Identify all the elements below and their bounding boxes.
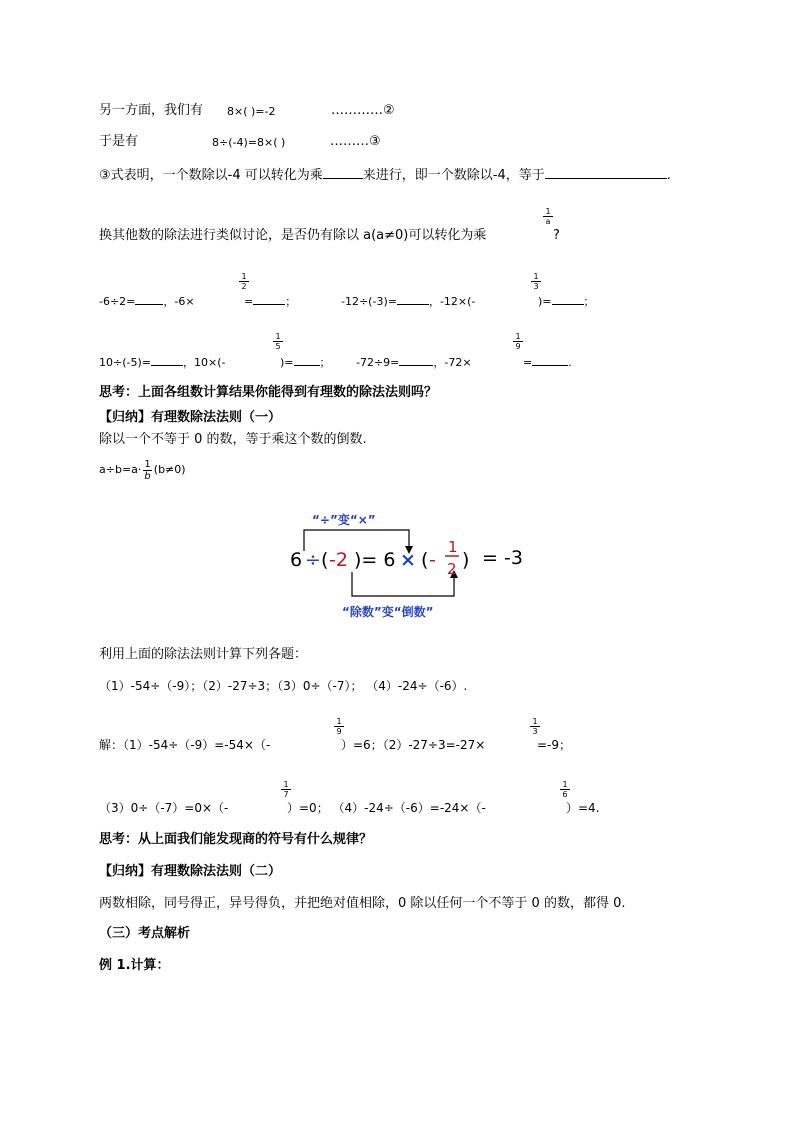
fraction-denominator: a xyxy=(545,217,551,226)
expr: = xyxy=(244,295,254,308)
bottom-bracket xyxy=(352,572,454,596)
fraction-numerator: 1 xyxy=(560,780,570,790)
fraction xyxy=(239,272,249,291)
expr: ，-6× xyxy=(163,295,195,308)
fraction-numerator: 1 xyxy=(448,538,458,556)
fraction-numerator: 1 xyxy=(144,458,151,470)
fraction xyxy=(281,780,291,799)
solution-1-c: =-9； xyxy=(537,738,572,752)
rule-2-text: 两数相除，同号得正，异号得负，并把绝对值相除，0 除以任何一个不等于 0 的数，都得 0. xyxy=(99,896,626,911)
blank xyxy=(323,166,363,179)
expr: ，-72× xyxy=(433,356,472,369)
line-4-end: ? xyxy=(553,228,560,243)
expr: . xyxy=(568,356,572,369)
line-3 xyxy=(99,166,671,184)
fraction-denominator: 3 xyxy=(533,282,539,291)
rule-1-title: 【归纳】有理数除法法则（一） xyxy=(99,410,282,425)
blank xyxy=(399,353,433,366)
rule-1-formula xyxy=(99,458,186,482)
fraction xyxy=(531,272,541,291)
line-5-part-d xyxy=(538,292,595,310)
bottom-label: “除数”变“倒数” xyxy=(342,605,434,619)
expr: )= xyxy=(280,356,294,369)
div-sign: ÷ xyxy=(305,549,321,571)
expr: -72÷9= xyxy=(356,356,400,369)
rule-1-text: 除以一个不等于 0 的数，等于乘这个数的倒数. xyxy=(99,432,367,447)
num-6: 6 xyxy=(290,549,303,571)
blank xyxy=(253,292,285,305)
top-bracket xyxy=(304,530,409,551)
expr: ，10×(- xyxy=(182,356,226,369)
fraction xyxy=(143,459,151,482)
top-label: “÷”变“×” xyxy=(312,513,376,527)
fraction-denominator: 3 xyxy=(532,727,538,736)
neg-2: -2 xyxy=(329,549,348,571)
fraction xyxy=(334,717,344,736)
line-1-text: 另一方面，我们有 xyxy=(99,103,204,118)
line-5-part-a xyxy=(99,292,195,310)
blank xyxy=(552,292,584,305)
open-paren-2: ( xyxy=(421,549,429,571)
close-paren-2: ) xyxy=(462,549,470,571)
minus-sign: - xyxy=(429,549,436,571)
fraction xyxy=(273,332,283,351)
section-3-heading: （三）考点解析 xyxy=(99,926,191,941)
times-sign: × xyxy=(400,549,416,571)
fraction-denominator: b xyxy=(144,470,151,482)
line-6-part-a xyxy=(99,353,225,371)
example-1: 例 1.计算： xyxy=(99,958,170,973)
fraction xyxy=(530,717,540,736)
line-1-expression: 8×( )=-2 xyxy=(227,105,276,118)
think-2: 思考：从上面我们能发现商的符号有什么规律？ xyxy=(99,832,373,847)
line-6-part-d xyxy=(523,353,572,371)
line-3-text-a: ③式表明，一个数除以-4 可以转化为乘 xyxy=(99,168,323,183)
blank xyxy=(294,353,320,366)
fraction-numerator: 1 xyxy=(531,272,541,282)
line-2-expression: 8÷(-4)=8×( ) xyxy=(212,136,286,149)
fraction-denominator: 7 xyxy=(283,790,289,799)
fraction-numerator: 1 xyxy=(543,207,553,217)
expr: ； xyxy=(319,356,331,369)
diagram-svg xyxy=(288,508,538,623)
fraction-denominator: 2 xyxy=(241,282,247,291)
fraction-denominator: 9 xyxy=(336,727,342,736)
division-rule-diagram xyxy=(288,508,538,623)
blank xyxy=(151,353,183,366)
expr: ； xyxy=(583,295,595,308)
fraction-numerator: 1 xyxy=(281,780,291,790)
blank xyxy=(397,292,429,305)
formula-text: (b≠0) xyxy=(153,463,186,476)
line-1-marker: …………② xyxy=(331,103,395,118)
expr: = xyxy=(523,356,533,369)
solution-2-a: （3）0÷（-7）=0×（- xyxy=(99,801,229,815)
expr: -12÷(-3)= xyxy=(341,295,397,308)
expr: 10÷(-5)= xyxy=(99,356,151,369)
result: = -3 xyxy=(482,547,523,569)
blank xyxy=(545,166,667,179)
blank xyxy=(532,353,568,366)
line-1 xyxy=(99,103,203,119)
fraction xyxy=(513,332,523,351)
think-1 xyxy=(99,385,437,401)
expr: )= xyxy=(538,295,552,308)
expr: ； xyxy=(285,295,297,308)
line-4-text: 换其他数的除法进行类似讨论，是否仍有除以 a(a≠0)可以转化为乘 xyxy=(99,228,487,243)
blank xyxy=(135,292,163,305)
fraction xyxy=(560,780,570,799)
solution-1-b: ）=6；（2）-27÷3=-27× xyxy=(341,738,486,752)
line-2-marker: ………③ xyxy=(330,134,381,149)
fraction-denominator: 9 xyxy=(515,342,521,351)
fraction-numerator: 1 xyxy=(239,272,249,282)
solution-2-c: ）=4. xyxy=(566,801,600,815)
fraction-numerator: 1 xyxy=(530,717,540,727)
fraction xyxy=(543,207,553,226)
line-3-text-b: 来进行，即一个数除以-4，等于 xyxy=(362,168,545,183)
expr: ，-12×(- xyxy=(428,295,476,308)
exercise-intro: 利用上面的除法法则计算下列各题： xyxy=(99,647,308,662)
open-paren: ( xyxy=(321,549,329,571)
line-4 xyxy=(99,228,486,244)
expr: -6÷2= xyxy=(99,295,136,308)
line-5-part-b xyxy=(244,292,296,310)
fraction-denominator: 2 xyxy=(447,560,457,578)
solution-2-b: ）=0； （4）-24÷（-6）=-24×（- xyxy=(287,801,486,815)
fraction-numerator: 1 xyxy=(513,332,523,342)
solution-1-a: 解：（1）-54÷（-9）=-54×（- xyxy=(99,738,271,752)
line-3-text-c: . xyxy=(666,168,671,183)
line-5-part-c xyxy=(341,292,475,310)
line-6-part-b xyxy=(280,353,331,371)
close-eq-6: )= 6 xyxy=(354,549,396,571)
exercise-items: （1）-54÷（-9）；（2）-27÷3；（3）0÷（-7）； （4）-24÷（-6）. xyxy=(99,679,468,693)
think-1-text: 思考：上面各组数计算结果你能得到有理数的除法法则吗？ xyxy=(99,385,438,400)
line-6-part-c xyxy=(356,353,472,371)
fraction-numerator: 1 xyxy=(334,717,344,727)
fraction-denominator: 5 xyxy=(275,342,281,351)
rule-2-title: 【归纳】有理数除法法则（二） xyxy=(99,864,282,879)
fraction-numerator: 1 xyxy=(273,332,283,342)
line-2-text: 于是有 xyxy=(99,134,139,149)
formula-text: a÷b=a· xyxy=(99,463,142,476)
fraction-denominator: 6 xyxy=(562,790,568,799)
